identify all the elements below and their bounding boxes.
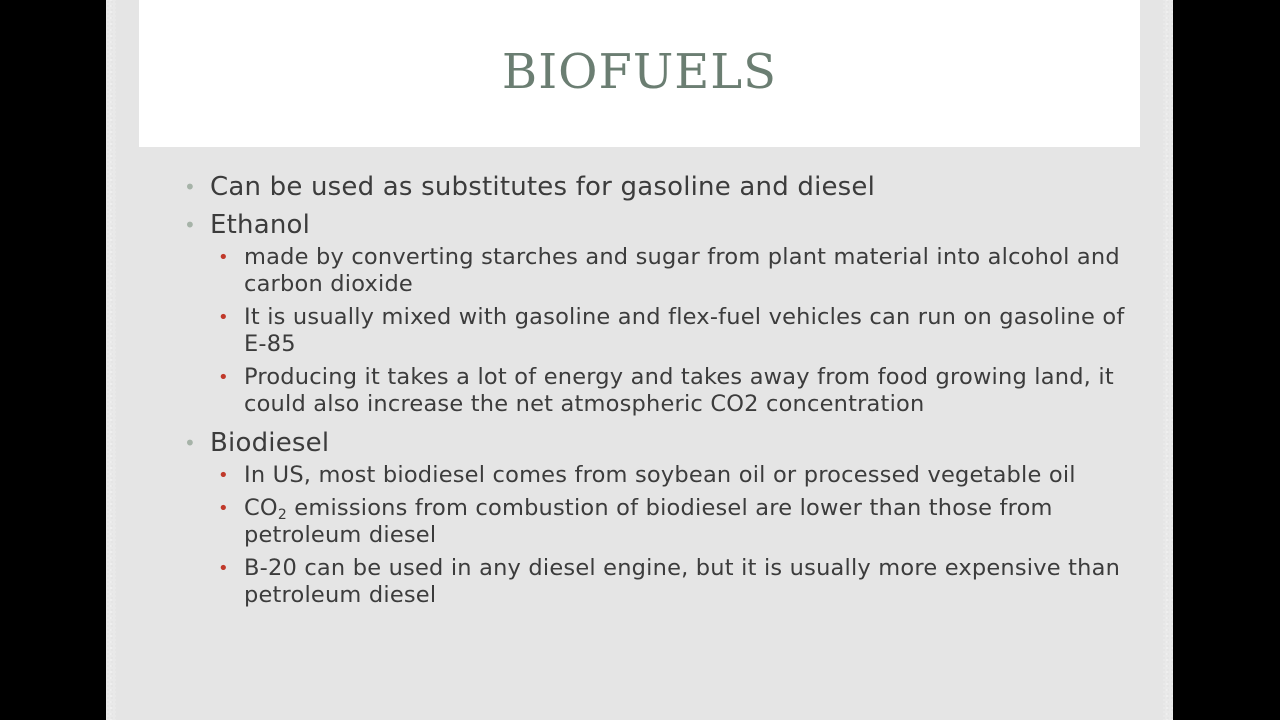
sub-bullet-item [210,555,1144,609]
bullet-text: Ethanol [210,210,311,240]
bullet-item [184,206,1144,244]
bullet-item [184,424,1144,462]
sub-bullet-item [210,462,1144,489]
slide [106,0,1173,720]
bullet-text: Biodiesel [210,428,330,458]
sub-bullet-item [210,304,1144,358]
bullet-item [184,168,1144,206]
sub-bullet-text: B-20 can be used in any diesel engine, but it is usually more expensive than petroleum diesel [244,555,1121,608]
sub-bullet-list [184,244,1144,418]
sub-bullet-marker: • [218,465,229,486]
sub-bullet-marker: • [218,367,229,388]
co2-subscript: 2 [277,507,287,523]
co2-text: emissions from combustion of biodiesel are lower than those from petroleum diesel [244,495,1053,548]
sub-bullet-text: made by converting starches and sugar from plant material into alcohol and carbon dioxide [244,244,1120,297]
bullet-marker: • [184,431,196,455]
sub-bullet-marker: • [218,558,229,579]
bullet-content [184,168,1144,615]
bullet-marker: • [184,175,196,199]
co2-prefix: CO [244,495,278,521]
bullet-text: Can be used as substitutes for gasoline and diesel [210,172,876,202]
sub-bullet-marker: • [218,307,229,328]
sub-bullet-item [210,364,1144,418]
slide-body [116,0,1163,720]
bullet-marker: • [184,213,196,237]
sub-bullet-text: Producing it takes a lot of energy and takes away from food growing land, it could also increase the net atmospheric CO2 concentration [244,364,1114,417]
sub-bullet-text: It is usually mixed with gasoline and flex-fuel vehicles can run on gasoline of E-85 [244,304,1125,357]
sub-bullet-item [210,244,1144,298]
sub-bullet-text: In US, most biodiesel comes from soybean oil or processed vegetable oil [244,462,1076,488]
sub-bullet-item [210,495,1144,549]
sub-bullet-list [184,462,1144,609]
sub-bullet-marker: • [218,247,229,268]
title-banner [139,0,1140,147]
sub-bullet-marker: • [218,498,229,519]
slide-title: BIOFUELS [501,44,778,100]
sub-bullet-text [244,495,1053,548]
